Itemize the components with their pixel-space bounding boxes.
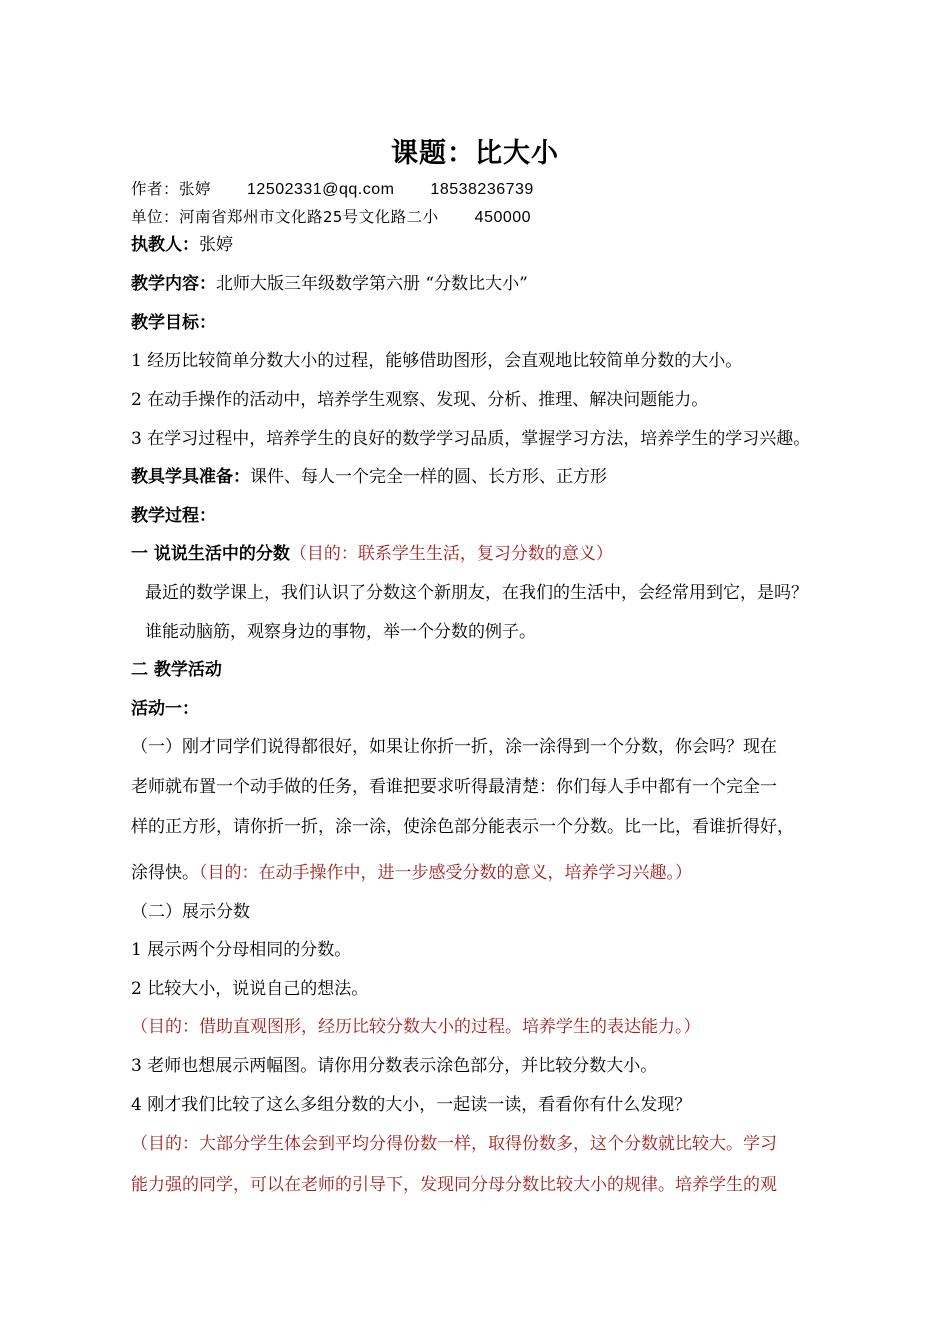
goal-item: 2 在动手操作的活动中，培养学生观察、发现、分析、推理、解决问题能力。 — [131, 390, 709, 410]
section1-paragraph-line: 谁能动脑筋，观察身边的事物，举一个分数的例子。 — [145, 622, 536, 642]
author-email: 12502331@qq.com — [247, 181, 395, 198]
section1-purpose: （目的：联系学生生活，复习分数的意义） — [289, 544, 613, 564]
activity1-purpose: （目的：在动手操作中，进一步感受分数的意义，培养学习兴趣。） — [199, 863, 692, 883]
goal-item: 3 在学习过程中，培养学生的良好的数学学习品质，掌握学习方法，培养学生的学习兴趣。 — [131, 429, 811, 449]
step-item: 2 比较大小，说说自己的想法。 — [131, 979, 369, 999]
goal-item: 1 经历比较简单分数大小的过程，能够借助图形，会直观地比较简单分数的大小。 — [131, 351, 743, 371]
teacher-value: 张婷 — [199, 235, 233, 255]
tools-line — [131, 466, 607, 488]
tools-value: 课件、每人一个完全一样的圆、长方形、正方形 — [250, 467, 607, 487]
content-label: 教学内容： — [131, 274, 216, 294]
tools-label: 教具学具准备： — [131, 467, 250, 487]
author-phone: 18538236739 — [430, 181, 534, 198]
step-item: 3 老师也想展示两幅图。请你用分数表示涂色部分，并比较分数大小。 — [131, 1056, 658, 1076]
document-title: 课题：比大小 — [391, 138, 559, 169]
purpose-note: （目的：大部分学生体会到平均分得份数一样，取得份数多，这个分数就比较大。学习 — [131, 1134, 777, 1154]
section1-paragraph-line: 最近的数学课上，我们认识了分数这个新朋友，在我们的生活中，会经常用到它，是吗？ — [145, 583, 808, 603]
activity1-paragraph-line: （一）刚才同学们说得都很好，如果让你折一折，涂一涂得到一个分数，你会吗？现在 — [131, 737, 777, 757]
unit-line — [131, 206, 531, 229]
goals-heading: 教学目标： — [131, 313, 216, 333]
purpose-note: 能力强的同学，可以在老师的引导下，发现同分母分数比较大小的规律。培养学生的观 — [131, 1175, 777, 1195]
activity1-paragraph-line: 老师就布置一个动手做的任务，看谁把要求听得最清楚：你们每人手中都有一个完全一 — [131, 777, 777, 797]
process-heading: 教学过程： — [131, 506, 216, 526]
section1-heading: 一 说说生活中的分数 — [131, 544, 290, 564]
content-value: 北师大版三年级数学第六册 “分数比大小” — [216, 274, 528, 294]
section2-heading: 二 教学活动 — [131, 660, 222, 680]
activity1-heading: 活动一： — [131, 699, 199, 719]
content-line — [131, 273, 528, 295]
step-item: 4 刚才我们比较了这么多组分数的大小，一起读一读，看看你有什么发现？ — [131, 1095, 692, 1115]
step-item: 1 展示两个分母相同的分数。 — [131, 940, 352, 960]
activity1-paragraph-end: 涂得快。 — [131, 863, 199, 883]
sub-heading-display: （二）展示分数 — [131, 902, 250, 922]
unit-postcode: 450000 — [474, 209, 532, 226]
teacher-line — [131, 234, 233, 256]
section1-heading-line — [131, 543, 613, 565]
activity1-paragraph-last-line — [131, 862, 692, 884]
unit-label: 单位：河南省郑州市文化路25号文化路二小 — [131, 208, 439, 226]
author-label: 作者：张婷 — [131, 180, 212, 198]
teacher-label: 执教人： — [131, 235, 199, 255]
purpose-note: （目的：借助直观图形，经历比较分数大小的过程。培养学生的表达能力。） — [131, 1017, 701, 1037]
activity1-paragraph-line: 样的正方形，请你折一折，涂一涂，使涂色部分能表示一个分数。比一比，看谁折得好， — [131, 817, 794, 837]
author-line — [131, 178, 534, 201]
